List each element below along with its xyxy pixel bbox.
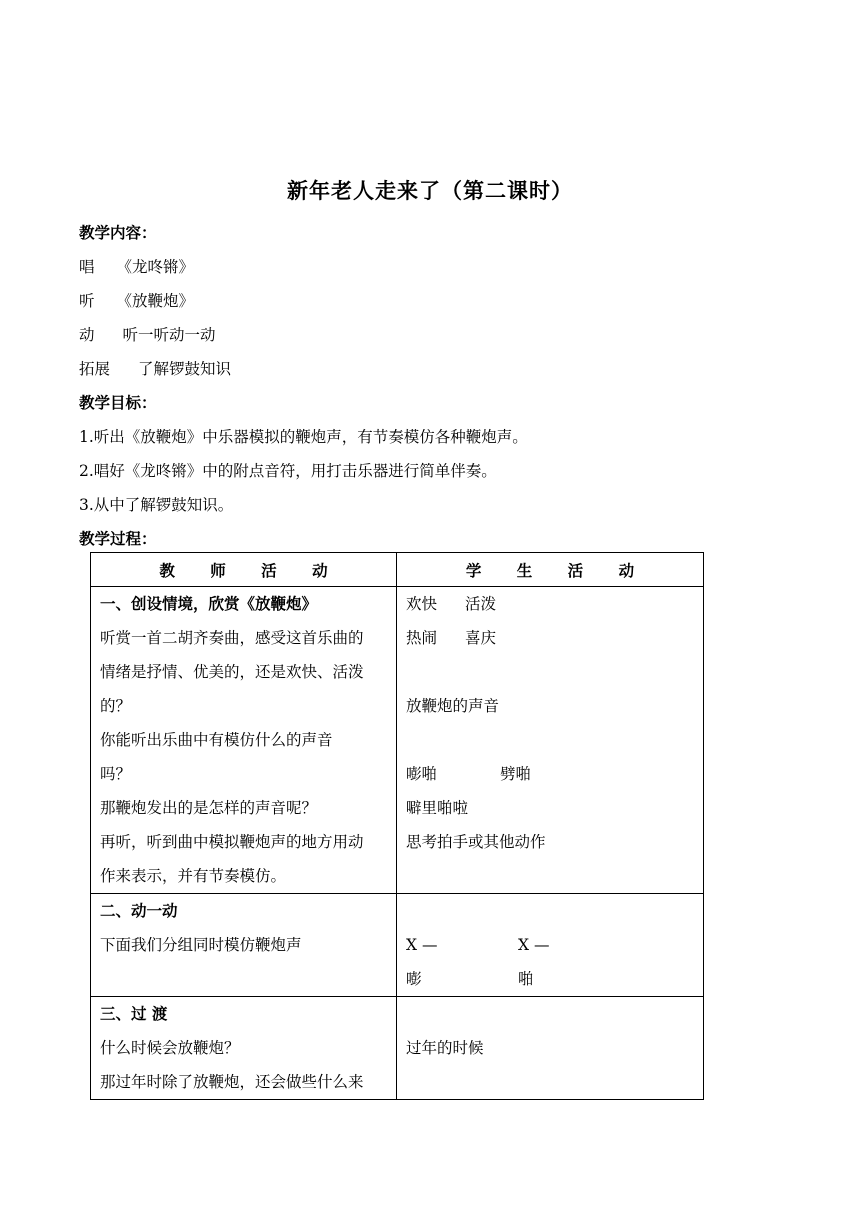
teacher-cell xyxy=(91,587,397,894)
process-table xyxy=(90,552,704,1100)
student-line xyxy=(406,928,695,962)
rhythm-syllable: 啪 xyxy=(518,970,534,988)
student-line xyxy=(406,621,695,655)
teacher-line: 听赏一首二胡齐奏曲，感受这首乐曲的 xyxy=(100,629,364,647)
teacher-line: 作来表示，并有节奏模仿。 xyxy=(100,867,287,885)
content-item-extend xyxy=(79,357,231,379)
student-column-header: 学 生 活 动 xyxy=(397,553,704,587)
teacher-cell xyxy=(91,997,397,1100)
content-label: 唱 xyxy=(79,258,95,276)
student-word: 欢快 xyxy=(406,595,438,613)
student-line-empty xyxy=(406,723,695,757)
goal-item: 2.唱好《龙咚锵》中的附点音符，用打击乐器进行简单伴奏。 xyxy=(79,462,497,480)
goals-heading: 教学目标： xyxy=(79,394,157,412)
content-text: 《放鞭炮》 xyxy=(116,292,195,310)
student-word: 劈啪 xyxy=(500,765,532,783)
student-cell xyxy=(397,894,704,997)
teacher-line-empty xyxy=(100,962,388,996)
student-line-empty xyxy=(406,859,695,893)
content-item-sing xyxy=(79,255,194,277)
rhythm-note: X — xyxy=(518,936,550,954)
table-row xyxy=(91,587,704,894)
goal-item: 1.听出《放鞭炮》中乐器模拟的鞭炮声，有节奏模仿各种鞭炮声。 xyxy=(79,428,528,446)
section-title: 一、创设情境，欣赏《放鞭炮》 xyxy=(100,595,318,613)
student-word: 嘭啪 xyxy=(406,765,438,783)
teacher-line: 情绪是抒情、优美的，还是欢快、活泼 xyxy=(100,663,364,681)
student-line: 噼里啪啦 xyxy=(406,799,469,817)
goal-item: 3.从中了解锣鼓知识。 xyxy=(79,496,234,514)
teacher-line: 那过年时除了放鞭炮，还会做些什么来 xyxy=(100,1073,364,1091)
teacher-cell xyxy=(91,894,397,997)
table-header-row xyxy=(91,553,704,587)
student-line xyxy=(406,757,695,791)
teacher-line: 那鞭炮发出的是怎样的声音呢？ xyxy=(100,799,318,817)
section-title: 二、动一动 xyxy=(100,902,178,920)
student-cell xyxy=(397,997,704,1100)
teacher-line: 再听，听到曲中模拟鞭炮声的地方用动 xyxy=(100,833,364,851)
student-line-empty xyxy=(406,894,695,928)
content-label: 动 xyxy=(79,326,95,344)
teacher-line: 吗？ xyxy=(100,765,132,783)
student-line-empty xyxy=(406,1065,695,1099)
teacher-column-header: 教 师 活 动 xyxy=(91,553,397,587)
student-line xyxy=(406,962,695,996)
process-heading: 教学过程： xyxy=(79,530,157,548)
content-text: 《龙咚锵》 xyxy=(116,258,195,276)
rhythm-note: X — xyxy=(406,936,438,954)
page-title: 新年老人走来了（第二课时） xyxy=(287,179,573,203)
content-label: 听 xyxy=(79,292,95,310)
student-line-empty xyxy=(406,997,695,1031)
content-item-listen xyxy=(79,289,194,311)
content-text: 了解锣鼓知识 xyxy=(138,360,232,378)
content-label: 拓展 xyxy=(79,360,111,378)
table-row xyxy=(91,997,704,1100)
student-line: 过年的时候 xyxy=(406,1039,484,1057)
rhythm-syllable: 嘭 xyxy=(406,970,422,988)
student-line: 放鞭炮的声音 xyxy=(406,697,500,715)
section-title: 三、过 渡 xyxy=(100,1005,168,1023)
student-word: 活泼 xyxy=(465,595,497,613)
content-text: 听一听动一动 xyxy=(122,326,216,344)
student-line xyxy=(406,587,695,621)
table-row xyxy=(91,894,704,997)
student-line-empty xyxy=(406,655,695,689)
student-word: 热闹 xyxy=(406,629,438,647)
teacher-line: 你能听出乐曲中有模仿什么的声音 xyxy=(100,731,333,749)
content-heading: 教学内容： xyxy=(79,224,157,242)
teacher-line: 的？ xyxy=(100,697,132,715)
content-item-move xyxy=(79,323,216,345)
student-line: 思考拍手或其他动作 xyxy=(406,833,546,851)
student-cell xyxy=(397,587,704,894)
student-word: 喜庆 xyxy=(465,629,497,647)
teacher-line: 下面我们分组同时模仿鞭炮声 xyxy=(100,936,302,954)
teacher-line: 什么时候会放鞭炮？ xyxy=(100,1039,240,1057)
